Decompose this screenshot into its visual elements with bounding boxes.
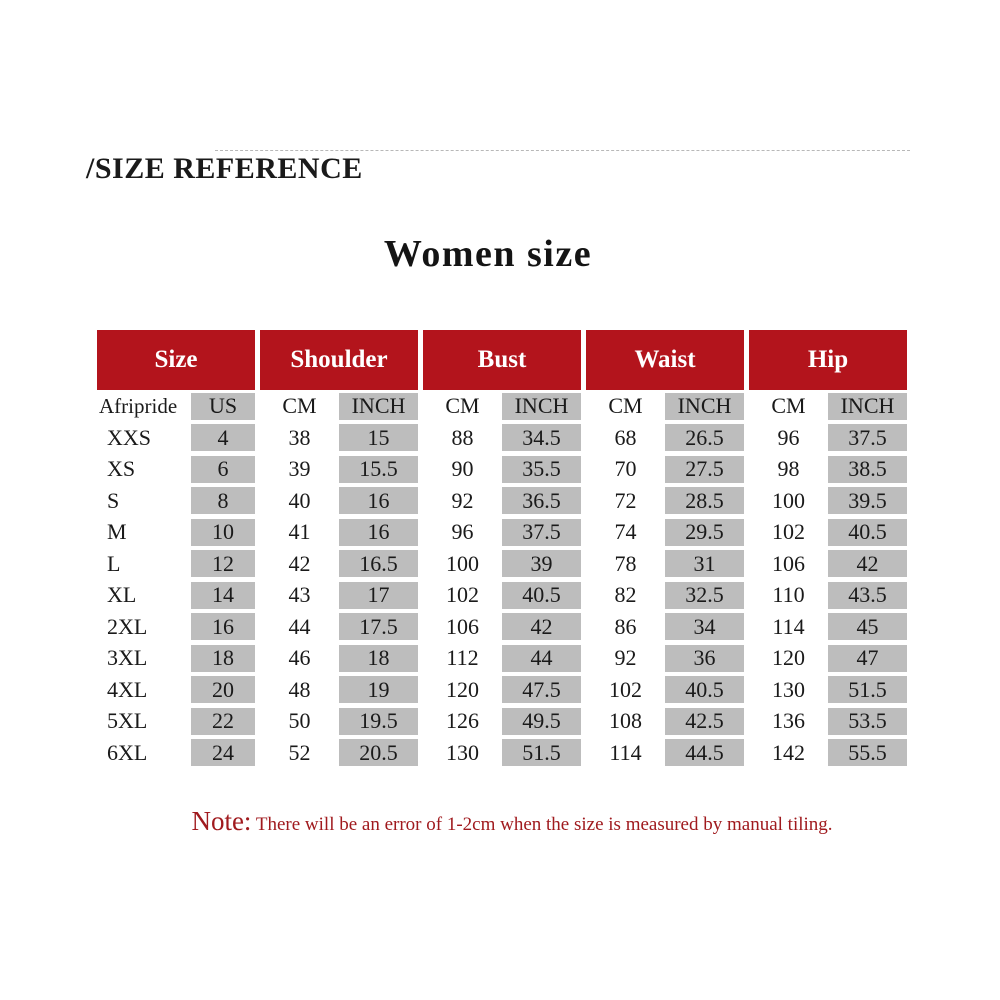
hip-cm: 102: [772, 519, 805, 544]
shoulder-group: [260, 548, 418, 580]
waist-group: [586, 674, 744, 706]
waist-group: [586, 453, 744, 485]
bust-group: [423, 422, 581, 454]
waist-cm: 114: [609, 739, 642, 765]
hip-group: [749, 453, 907, 485]
note-text: There will be an error of 1-2cm when the size is measured by manual tiling.: [251, 814, 833, 835]
shoulder-group: [260, 516, 418, 548]
hip-group: [749, 390, 907, 422]
size-label: 4XL: [107, 676, 148, 702]
us-size: 20: [191, 676, 255, 703]
header-size: Size: [97, 330, 255, 390]
table-row: [97, 485, 909, 517]
shoulder-group: [260, 453, 418, 485]
bust-inch: 49.5: [502, 708, 581, 735]
table-row: [97, 642, 909, 674]
hip-cm: 110: [772, 582, 805, 607]
shoulder-cm: 52: [288, 739, 311, 765]
bust-group: [423, 453, 581, 485]
shoulder-group: [260, 485, 418, 517]
size-table: [97, 330, 909, 768]
size-label: 3XL: [107, 645, 148, 670]
hip-inch: 47: [828, 645, 907, 672]
bust-group: [423, 516, 581, 548]
waist-group: [586, 548, 744, 580]
dashed-divider: [215, 150, 910, 151]
shoulder-inch: 15.5: [339, 456, 418, 483]
bust-cm: 130: [446, 739, 479, 765]
shoulder-cm: 48: [288, 676, 311, 702]
hip-cm: 120: [772, 645, 805, 670]
waist-inch: 36: [665, 645, 744, 672]
bust-inch: 42: [502, 613, 581, 640]
size-label: L: [107, 550, 121, 576]
hip-group: [749, 642, 907, 674]
table-header-row: [97, 330, 909, 390]
shoulder-group: [260, 422, 418, 454]
waist-inch: 42.5: [665, 708, 744, 735]
bust-cm: 126: [446, 708, 479, 733]
waist-group: [586, 579, 744, 611]
table-row: [97, 611, 909, 643]
shoulder-group: [260, 737, 418, 769]
waist-cm: 70: [614, 456, 637, 481]
bust-inch: 35.5: [502, 456, 581, 483]
shoulder-cm: 42: [288, 550, 311, 576]
table-row: [97, 674, 909, 706]
shoulder-inch-header: INCH: [339, 393, 418, 420]
size-label: M: [107, 519, 127, 544]
shoulder-group: [260, 705, 418, 737]
subheader-brand: Afripride: [99, 393, 178, 418]
bust-inch: 47.5: [502, 676, 581, 703]
hip-group: [749, 737, 907, 769]
us-size: 18: [191, 645, 255, 672]
hip-inch: 45: [828, 613, 907, 640]
hip-cm: 106: [772, 550, 805, 576]
header-bust: Bust: [423, 330, 581, 390]
bust-inch: 39: [502, 550, 581, 577]
hip-inch: 53.5: [828, 708, 907, 735]
shoulder-cm: 39: [288, 456, 311, 481]
hip-cm: 136: [772, 708, 805, 733]
table-row: [97, 737, 909, 769]
waist-inch: 28.5: [665, 487, 744, 514]
table-row: [97, 548, 909, 580]
bust-cm: 112: [446, 645, 479, 670]
waist-group: [586, 422, 744, 454]
shoulder-inch: 16.5: [339, 550, 418, 577]
shoulder-inch: 20.5: [339, 739, 418, 766]
waist-inch: 31: [665, 550, 744, 577]
bust-inch: 36.5: [502, 487, 581, 514]
shoulder-group: [260, 579, 418, 611]
shoulder-cm: 41: [288, 519, 311, 544]
hip-inch: 51.5: [828, 676, 907, 703]
hip-group: [749, 579, 907, 611]
waist-cm: 102: [609, 676, 642, 702]
hip-group: [749, 611, 907, 643]
shoulder-group: [260, 674, 418, 706]
bust-inch: 34.5: [502, 424, 581, 451]
waist-inch: 29.5: [665, 519, 744, 546]
hip-cm: 142: [772, 739, 805, 765]
hip-inch: 55.5: [828, 739, 907, 766]
hip-group: [749, 548, 907, 580]
table-body: [97, 390, 909, 768]
size-label: S: [107, 487, 120, 513]
bust-inch: 51.5: [502, 739, 581, 766]
bust-group: [423, 737, 581, 769]
note: [0, 806, 1000, 837]
hip-cm: 130: [772, 676, 805, 702]
waist-group: [586, 485, 744, 517]
bust-cm-header: CM: [445, 393, 480, 418]
note-label: Note:: [191, 806, 252, 836]
waist-inch: 40.5: [665, 676, 744, 703]
hip-inch-header: INCH: [828, 393, 907, 420]
hip-cm: 98: [777, 456, 800, 481]
waist-inch: 26.5: [665, 424, 744, 451]
us-size: 14: [191, 582, 255, 609]
shoulder-cm: 46: [288, 645, 311, 670]
waist-inch-header: INCH: [665, 393, 744, 420]
bust-cm: 100: [446, 550, 479, 576]
waist-cm: 82: [614, 582, 637, 607]
waist-cm-header: CM: [608, 393, 643, 418]
us-size: 16: [191, 613, 255, 640]
bust-group: [423, 611, 581, 643]
bust-group: [423, 705, 581, 737]
waist-cm: 72: [614, 487, 637, 513]
bust-group: [423, 390, 581, 422]
shoulder-group: [260, 390, 418, 422]
table-row: [97, 453, 909, 485]
bust-cm: 92: [451, 487, 474, 513]
shoulder-cm: 38: [288, 424, 311, 450]
waist-group: [586, 611, 744, 643]
shoulder-inch: 19.5: [339, 708, 418, 735]
size-label: XS: [107, 456, 136, 481]
bust-group: [423, 674, 581, 706]
shoulder-cm: 50: [288, 708, 311, 733]
bust-cm: 120: [446, 676, 479, 702]
waist-group: [586, 516, 744, 548]
waist-cm: 74: [614, 519, 637, 544]
header-waist: Waist: [586, 330, 744, 390]
size-label: XL: [107, 582, 137, 607]
table-row: [97, 516, 909, 548]
shoulder-inch: 16: [339, 519, 418, 546]
hip-group: [749, 516, 907, 548]
waist-cm: 92: [614, 645, 637, 670]
waist-inch: 34: [665, 613, 744, 640]
waist-cm: 78: [614, 550, 637, 576]
shoulder-inch: 17: [339, 582, 418, 609]
subheader-us: US: [191, 393, 255, 420]
table-subheader-row: [97, 390, 909, 422]
waist-group: [586, 390, 744, 422]
waist-inch: 27.5: [665, 456, 744, 483]
table-row: [97, 422, 909, 454]
bust-inch: 37.5: [502, 519, 581, 546]
section-title: /SIZE REFERENCE: [86, 152, 363, 185]
shoulder-inch: 19: [339, 676, 418, 703]
bust-group: [423, 548, 581, 580]
us-size: 4: [191, 424, 255, 451]
size-label: 2XL: [107, 613, 148, 639]
hip-inch: 43.5: [828, 582, 907, 609]
hip-cm: 114: [772, 613, 805, 639]
table-row: [97, 579, 909, 611]
bust-group: [423, 579, 581, 611]
hip-group: [749, 485, 907, 517]
header-shoulder: Shoulder: [260, 330, 418, 390]
us-size: 12: [191, 550, 255, 577]
waist-group: [586, 705, 744, 737]
hip-inch: 37.5: [828, 424, 907, 451]
us-size: 8: [191, 487, 255, 514]
waist-cm: 68: [614, 424, 637, 450]
us-size: 22: [191, 708, 255, 735]
hip-group: [749, 705, 907, 737]
bust-inch-header: INCH: [502, 393, 581, 420]
hip-cm-header: CM: [771, 393, 806, 418]
waist-cm: 108: [609, 708, 642, 733]
bust-cm: 88: [451, 424, 474, 450]
chart-title: Women size: [383, 233, 593, 275]
waist-group: [586, 642, 744, 674]
shoulder-cm: 44: [288, 613, 311, 639]
us-size: 6: [191, 456, 255, 483]
shoulder-cm-header: CM: [282, 393, 317, 418]
bust-cm: 90: [451, 456, 474, 481]
bust-group: [423, 642, 581, 674]
hip-inch: 42: [828, 550, 907, 577]
bust-group: [423, 485, 581, 517]
shoulder-group: [260, 642, 418, 674]
size-label: 6XL: [107, 739, 148, 765]
hip-inch: 39.5: [828, 487, 907, 514]
us-size: 24: [191, 739, 255, 766]
waist-group: [586, 737, 744, 769]
shoulder-inch: 17.5: [339, 613, 418, 640]
bust-cm: 96: [451, 519, 474, 544]
waist-inch: 44.5: [665, 739, 744, 766]
bust-cm: 102: [446, 582, 479, 607]
hip-group: [749, 674, 907, 706]
shoulder-group: [260, 611, 418, 643]
shoulder-inch: 16: [339, 487, 418, 514]
shoulder-cm: 43: [288, 582, 311, 607]
us-size: 10: [191, 519, 255, 546]
bust-inch: 44: [502, 645, 581, 672]
shoulder-cm: 40: [288, 487, 311, 513]
bust-cm: 106: [446, 613, 479, 639]
hip-cm: 96: [777, 424, 800, 450]
waist-inch: 32.5: [665, 582, 744, 609]
shoulder-inch: 15: [339, 424, 418, 451]
shoulder-inch: 18: [339, 645, 418, 672]
hip-inch: 38.5: [828, 456, 907, 483]
bust-inch: 40.5: [502, 582, 581, 609]
hip-inch: 40.5: [828, 519, 907, 546]
size-label: XXS: [107, 424, 152, 450]
hip-cm: 100: [772, 487, 805, 513]
hip-group: [749, 422, 907, 454]
header-hip: Hip: [749, 330, 907, 390]
waist-cm: 86: [614, 613, 637, 639]
table-row: [97, 705, 909, 737]
size-label: 5XL: [107, 708, 148, 733]
